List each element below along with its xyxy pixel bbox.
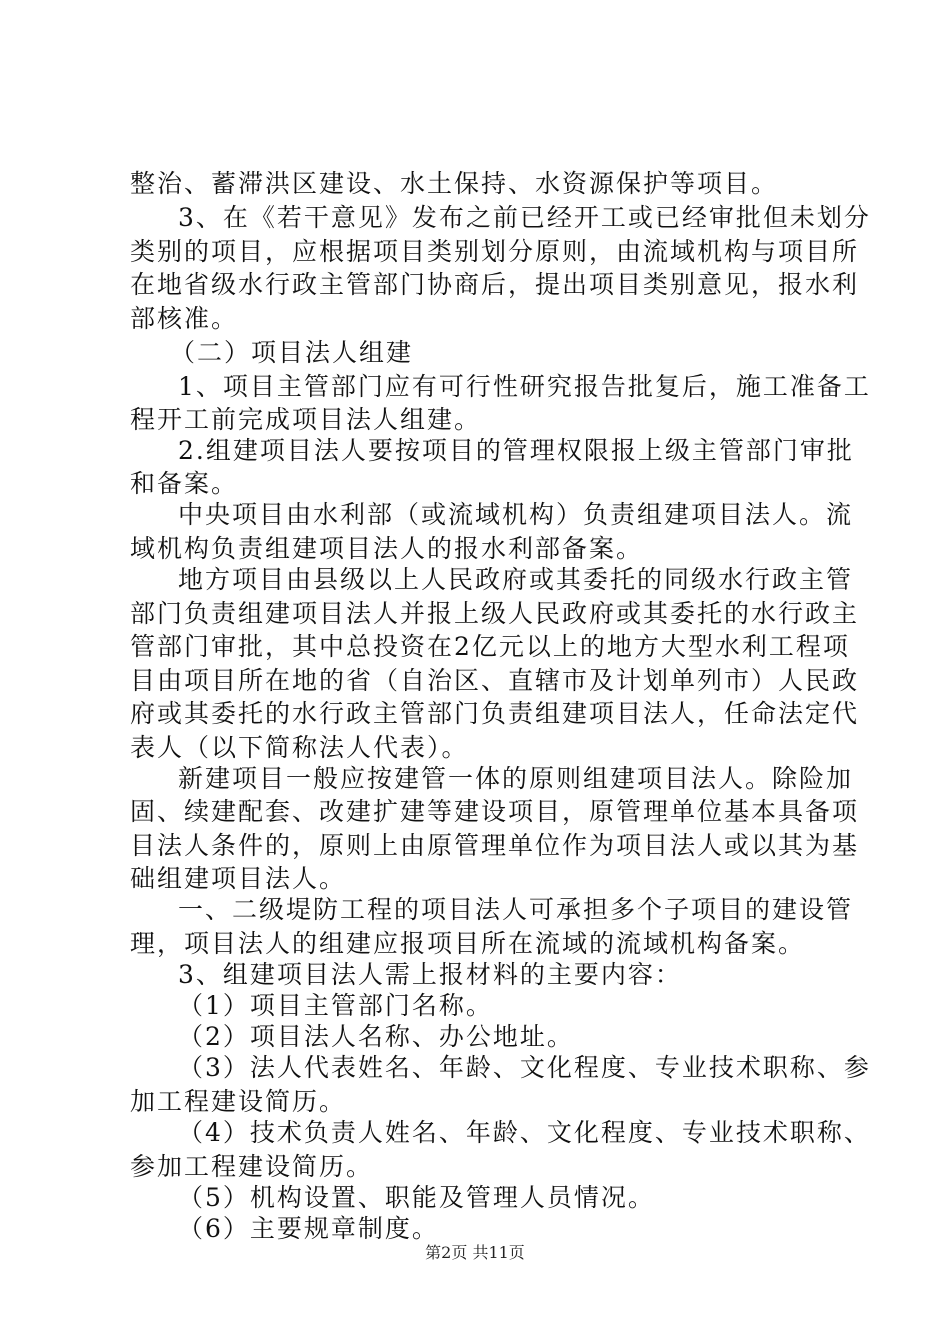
paragraph-line: 中央项目由水利部（或流域机构）负责组建项目法人。流 (178, 500, 854, 529)
paragraph-line: 地方项目由县级以上人民政府或其委托的同级水行政主管 (178, 565, 854, 594)
paragraph-line: 理，项目法人的组建应报项目所在流域的流域机构备案。 (130, 929, 806, 958)
paragraph-line: 新建项目一般应按建管一体的原则组建项目法人。除险加 (178, 764, 854, 793)
list-item: （1）项目主管部门名称。 (178, 991, 493, 1020)
paragraph-line: 表人（以下简称法人代表）。 (130, 733, 469, 762)
section-heading: （二）项目法人组建 (170, 338, 414, 367)
paragraph-line: 础组建项目法人。 (130, 864, 347, 893)
paragraph-line: 一、二级堤防工程的项目法人可承担多个子项目的建设管 (178, 895, 854, 924)
paragraph-line: 目由项目所在地的省（自治区、直辖市及计划单列市）人民政 (130, 666, 860, 695)
page-number-footer: 第2页 共11页 (425, 1243, 525, 1262)
list-item-continuation: 加工程建设简历。 (130, 1087, 347, 1116)
paragraph-line: 域机构负责组建项目法人的报水利部备案。 (130, 534, 644, 563)
paragraph-line: 2.组建项目法人要按项目的管理权限报上级主管部门审批 (178, 436, 854, 465)
list-item: （3）法人代表姓名、年龄、文化程度、专业技术职称、参 (178, 1053, 871, 1082)
paragraph-line: 和备案。 (130, 469, 239, 498)
paragraph-line: 整治、蓄滞洪区建设、水土保持、水资源保护等项目。 (130, 169, 779, 198)
list-item: （5）机构设置、职能及管理人员情况。 (178, 1183, 655, 1212)
paragraph-line: 3、组建项目法人需上报材料的主要内容： (178, 960, 682, 989)
list-item: （4）技术负责人姓名、年龄、文化程度、专业技术职称、 (178, 1118, 871, 1147)
paragraph-line: 3、在《若干意见》发布之前已经开工或已经审批但未划分 (178, 203, 871, 232)
paragraph-line: 部核准。 (130, 304, 239, 333)
paragraph-line: 固、续建配套、改建扩建等建设项目，原管理单位基本具备项 (130, 797, 860, 826)
list-item: （2）项目法人名称、办公地址。 (178, 1022, 574, 1051)
paragraph-line: 在地省级水行政主管部门协商后，提出项目类别意见，报水利 (130, 270, 860, 299)
paragraph-line: 目法人条件的，原则上由原管理单位作为项目法人或以其为基 (130, 831, 860, 860)
paragraph-line: 部门负责组建项目法人并报上级人民政府或其委托的水行政主 (130, 599, 860, 628)
list-item: （6）主要规章制度。 (178, 1214, 439, 1243)
list-item-continuation: 参加工程建设简历。 (130, 1152, 374, 1181)
paragraph-line: 类别的项目，应根据项目类别划分原则，由流域机构与项目所 (130, 237, 860, 266)
paragraph-line: 程开工前完成项目法人组建。 (130, 405, 482, 434)
paragraph-line: 管部门审批，其中总投资在2亿元以上的地方大型水利工程项 (130, 632, 850, 661)
paragraph-line: 1、项目主管部门应有可行性研究报告批复后，施工准备工 (178, 372, 871, 401)
paragraph-line: 府或其委托的水行政主管部门负责组建项目法人，任命法定代 (130, 699, 860, 728)
